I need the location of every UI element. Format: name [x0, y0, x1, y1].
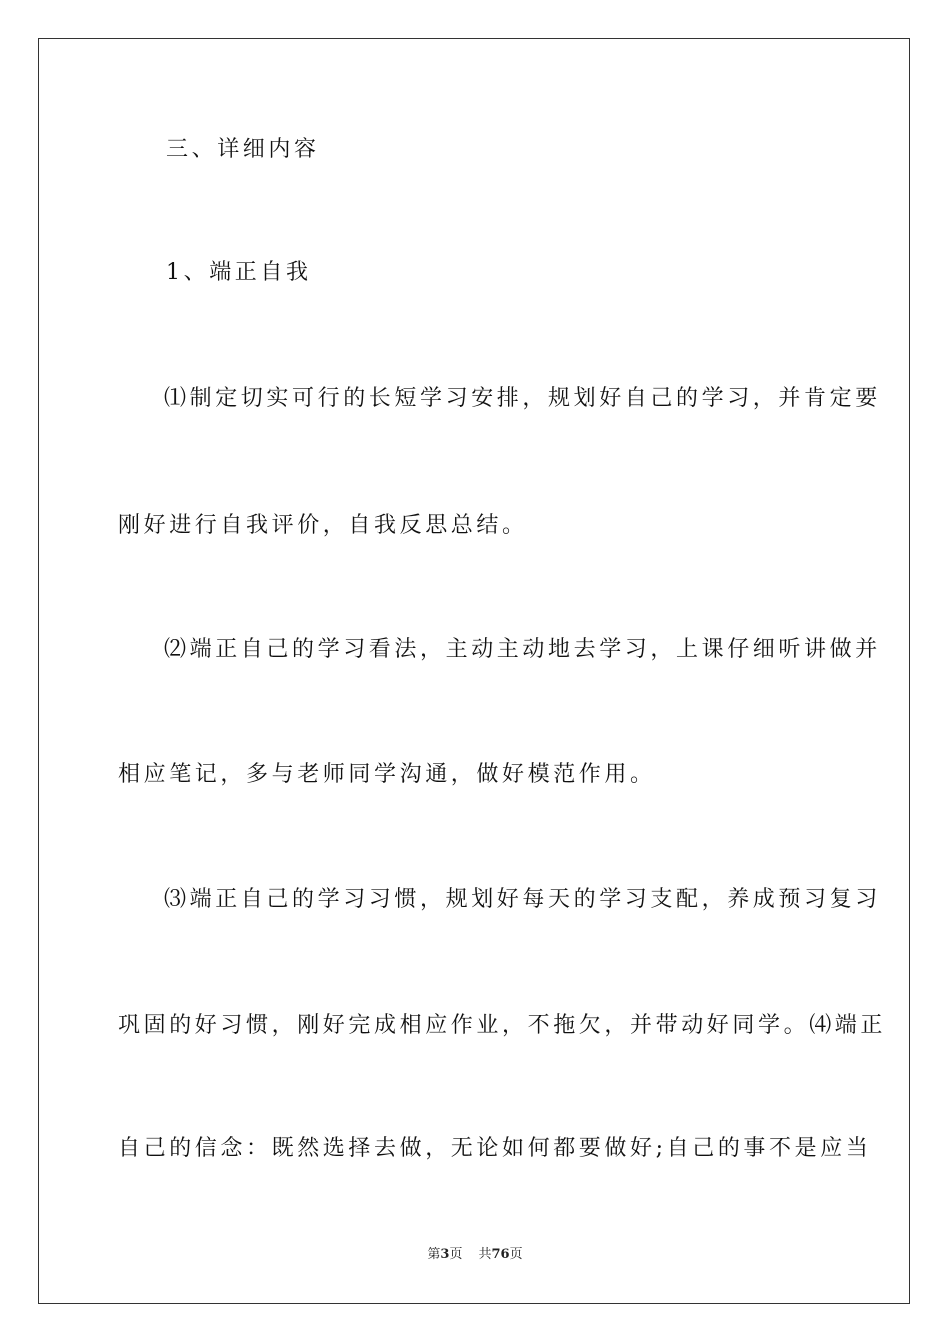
- footer-total-suffix: 页: [509, 1247, 523, 1262]
- footer-page-number: 3: [440, 1247, 450, 1262]
- subheading: 1、端正自我: [166, 260, 312, 285]
- footer-total-pages: 76: [491, 1247, 510, 1262]
- page-border: [38, 38, 910, 1304]
- paragraph-1-line-2: 刚好进行自我评价，自我反思总结。: [118, 513, 528, 538]
- footer-page-prefix: 第: [427, 1247, 441, 1262]
- page-footer: [0, 1245, 950, 1265]
- section-heading: 三、详细内容: [166, 137, 320, 162]
- paragraph-3-line-3: 自己的信念：既然选择去做，无论如何都要做好;自己的事不是应当: [118, 1136, 872, 1161]
- paragraph-2-line-1: ⑵端正自己的学习看法，主动主动地去学习，上课仔细听讲做并: [164, 637, 881, 662]
- footer-page-suffix: 页: [449, 1247, 463, 1262]
- footer-total-prefix: 共: [478, 1247, 492, 1262]
- paragraph-3-line-2: 巩固的好习惯，刚好完成相应作业，不拖欠，并带动好同学。⑷端正: [118, 1013, 887, 1038]
- paragraph-2-line-2: 相应笔记，多与老师同学沟通，做好模范作用。: [118, 762, 656, 787]
- paragraph-3-line-1: ⑶端正自己的学习习惯，规划好每天的学习支配，养成预习复习: [164, 887, 881, 912]
- paragraph-1-line-1: ⑴制定切实可行的长短学习安排，规划好自己的学习，并肯定要: [164, 386, 881, 411]
